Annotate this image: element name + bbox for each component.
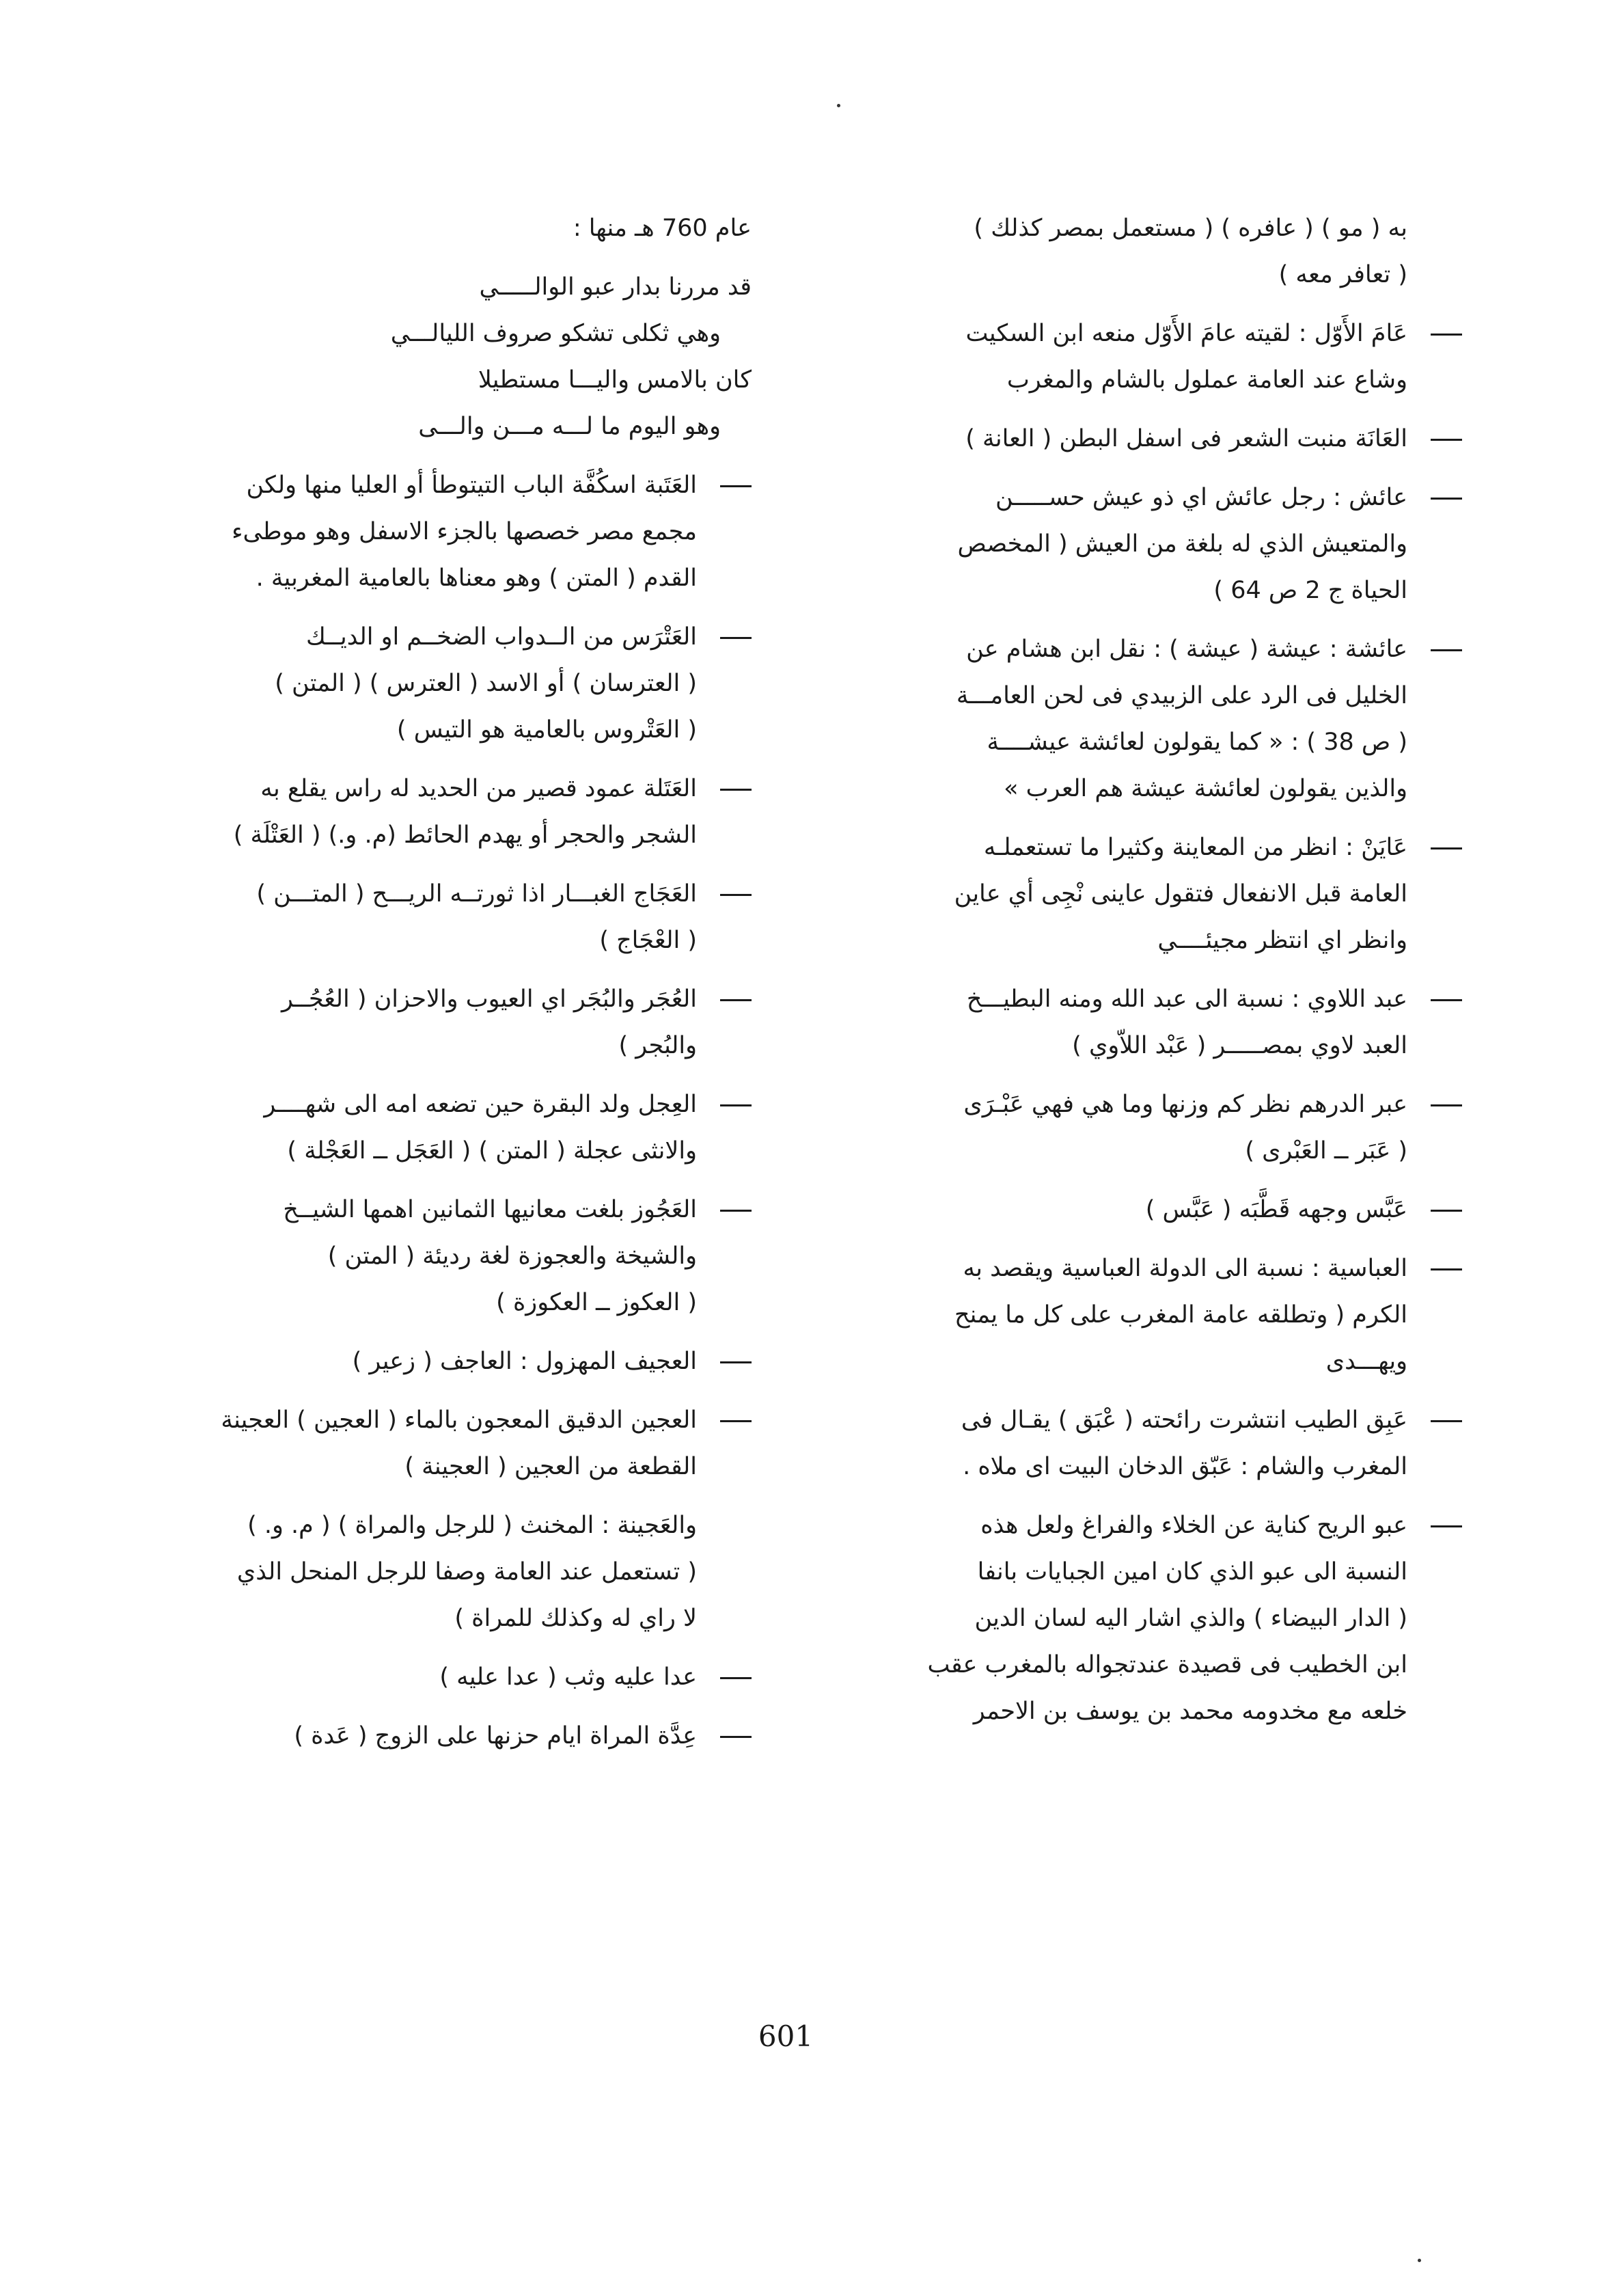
entry-line: مجمع مصر خصصها بالجزء الاسفل وهو موطىء: [232, 518, 697, 545]
poem-verse: [154, 264, 752, 450]
scan-speck: [1418, 2259, 1421, 2262]
entry-line: عبو الريح كناية عن الخلاء والفراغ ولعل هذه: [980, 1512, 1407, 1539]
entry-line: عَبَّس وجهه قَطَّبَه ( عَبَّس ): [1145, 1196, 1407, 1223]
entry-dash: [1431, 1210, 1462, 1212]
entry-line: به ( مو ) ( عافره ) ( مستعمل بمصر كذلك ): [974, 215, 1407, 242]
entry-line: ( العَتْروس بالعامية هو التيس ): [396, 716, 697, 744]
entry-line: وانظر اي انتظر مجيئــــي: [1157, 927, 1407, 954]
entry-dash: [720, 1420, 752, 1422]
entry-line: عَايَنْ : انظر من المعاينة وكثيرا ما تستعملـه: [983, 834, 1407, 861]
dictionary-entry: [847, 474, 1462, 614]
dictionary-entry: [154, 765, 752, 858]
entry-dash: [1431, 1268, 1462, 1270]
entry-dash: [720, 1104, 752, 1106]
dictionary-entry: [847, 1186, 1462, 1233]
right-column: [847, 205, 1462, 1747]
entry-dash: [1431, 439, 1462, 441]
entry-line: ( عَبَر ــ العَبْرى ): [1245, 1137, 1407, 1165]
page-number: 601: [758, 2020, 814, 2053]
dictionary-entry: [154, 1713, 752, 1759]
dictionary-entry: [847, 310, 1462, 403]
entry-line: العِجل ولد البقرة حين تضعه امه الى شهــــر: [264, 1091, 697, 1118]
entry-line: ابن الخطيب فى قصيدة عندتجواله بالمغرب عقب: [927, 1651, 1407, 1678]
left-entries: [154, 462, 752, 1759]
entry-line: العَجَاج الغبـــار اذا ثورتــه الريـــح ( المتـــن ): [256, 880, 697, 908]
entry-dash: [1431, 649, 1462, 651]
entry-line: العُجَر والبُجَر اي العيوب والاحزان ( العُجُــر: [281, 985, 697, 1013]
verse-intro: عام 760 هـ منها :: [573, 215, 752, 242]
entry-line: والبُجر ): [618, 1032, 697, 1059]
dictionary-entry: [154, 462, 752, 601]
entry-line: عدا عليه وثب ( عدا عليه ): [439, 1663, 697, 1691]
entry-dash: [1431, 1525, 1462, 1527]
entry-line: الشجر والحجر أو يهدم الحائط (م. و.) ( العَتْلَة ): [233, 821, 697, 849]
dictionary-entry: [847, 1081, 1462, 1174]
entry-line: العَتَلة عمود قصير من الحديد له راس يقلع به: [260, 775, 697, 802]
entry-line: لا راي له وكذلك للمراة ): [454, 1605, 697, 1632]
dictionary-entry: [847, 1245, 1462, 1385]
entry-line: والذين يقولون لعائشة عيشة هم العرب »: [1004, 775, 1407, 802]
dictionary-entry: [154, 1397, 752, 1490]
entry-line: النسبة الى عبو الذي كان امين الجبايات بانفا: [977, 1558, 1407, 1586]
verse-line: وهو اليوم ما لـــه مـــن والـــى: [418, 413, 721, 440]
entry-line: الحياة ج 2 ص 64 ): [1213, 577, 1407, 604]
entry-dash: [1431, 1104, 1462, 1106]
entry-dash: [720, 485, 752, 487]
entry-dash: [1431, 847, 1462, 849]
entry-line: عبد اللاوي : نسبة الى عبد الله ومنه البطيـــخ: [966, 985, 1407, 1013]
entry-line: العَتْرَس من الــدواب الضخــم او الديــك: [306, 623, 697, 651]
entry-line: والشيخة والعجوزة لغة رديئة ( المتن ): [327, 1242, 697, 1270]
entry-dash: [720, 789, 752, 791]
entry-line: عائشة : عيشة ( عيشة ) : نقل ابن هشام عن: [966, 636, 1407, 663]
entry-line: عَامَ الأَوّل : لقيته عامَ الأَوّل منعه ابن السكيت: [965, 320, 1407, 347]
entry-line: عِدَّة المراة ايام حزنها على الزوج ( عَدة ): [294, 1722, 697, 1750]
entry-dash: [1431, 334, 1462, 336]
entry-line: العَجُوز بلغت معانيها الثمانين اهمها الشيــخ: [283, 1196, 697, 1223]
entry-dash: [720, 1210, 752, 1212]
dictionary-entry: [847, 416, 1462, 462]
entry-line: العَتَبة اسكُفَّة الباب التيتوطأ أو العليا منها ولكن: [246, 472, 697, 499]
entry-line: القطعة من العجين ( العجينة ): [404, 1453, 697, 1480]
entry-dash: [720, 894, 752, 896]
dictionary-entry: [847, 626, 1462, 812]
dictionary-entry: [154, 1081, 752, 1174]
dictionary-entry: [154, 1654, 752, 1700]
entry-dash: [1431, 498, 1462, 500]
entry-line: ( العكوز ــ العكوزة ): [496, 1289, 697, 1316]
verse-line: كان بالامس واليـــا مستطيلا: [478, 366, 752, 394]
dictionary-entry: [154, 976, 752, 1069]
dictionary-entry: [154, 614, 752, 753]
entry-line: ( العترسان ) أو الاسد ( العترس ) ( المتن ): [275, 670, 697, 697]
entry-line: العامة قبل الانفعال فتقول عاينى نْجِى أي عاين: [954, 880, 1407, 908]
entry-dash: [720, 637, 752, 639]
dictionary-entry: [847, 824, 1462, 964]
entry-line: عائش : رجل عائش اي ذو عيش حســـــن: [995, 484, 1407, 511]
dictionary-entry: [847, 976, 1462, 1069]
entry-dash: [720, 1677, 752, 1679]
dictionary-entry: [847, 1397, 1462, 1490]
entry-line: والعَجينة : المخنث ( للرجل والمراة ) ( م. و. ): [247, 1512, 697, 1539]
entry-line: العجين الدقيق المعجون بالماء ( العجين ) العجينة: [221, 1406, 697, 1434]
dictionary-entry: [154, 1502, 752, 1642]
entry-line: المغرب والشام : عَبّق الدخان البيت اى ملاه .: [963, 1453, 1407, 1480]
entry-line: القدم ( المتن ) وهو معناها بالعامية المغربية .: [256, 565, 697, 592]
dictionary-entry: [154, 871, 752, 964]
entry-line: العجيف المهزول : العاجف ( زعير ): [352, 1348, 697, 1375]
dictionary-entry: [847, 205, 1462, 298]
verse-line: وهي ثكلى تشكو صروف الليالـــي: [390, 320, 721, 347]
entry-line: ويهـــدى: [1325, 1348, 1407, 1375]
entry-line: خلعه مع مخدومه محمد بن يوسف بن الاحمر: [973, 1698, 1407, 1725]
left-column: [154, 205, 752, 1771]
entry-line: الخليل فى الرد على الزبيدي فى لحن العامـــة: [956, 682, 1407, 709]
entry-dash: [1431, 1420, 1462, 1422]
entry-dash: [720, 1736, 752, 1738]
entry-line: عَبِق الطيب انتشرت رائحته ( عْبَق ) يقـال فى: [961, 1406, 1407, 1434]
entry-line: والمتعيش الذي له بلغة من العيش ( المخصص: [957, 530, 1407, 558]
entry-line: الكرم ( وتطلقه عامة المغرب على كل ما يمنح: [954, 1301, 1407, 1329]
dictionary-entry: [154, 1338, 752, 1385]
entry-line: والانثى عجلة ( المتن ) ( العَجَل ــ العَجْلة ): [287, 1137, 697, 1165]
entry-dash: [720, 1361, 752, 1363]
entry-line: ( ص 38 ) : « كما يقولون لعائشة عيشــــة: [987, 729, 1407, 756]
entry-line: ( تعافر معه ): [1278, 261, 1407, 288]
entry-line: ( العْجَاج ): [599, 927, 697, 954]
entry-line: العَانَة منبت الشعر فى اسفل البطن ( العانة ): [965, 425, 1407, 452]
entry-line: ( الدار البيضاء ) والذي اشار اليه لسان الدين: [974, 1605, 1407, 1632]
entry-dash: [1431, 999, 1462, 1001]
dictionary-entry: [154, 1186, 752, 1326]
dictionary-entry: [847, 1502, 1462, 1735]
entry-line: العباسية : نسبة الى الدولة العباسية ويقصد به: [963, 1255, 1407, 1282]
entry-dash: [720, 999, 752, 1001]
scan-speck: [837, 104, 840, 107]
entry-line: العبد لاوي بمصـــــر ( عَبْد اللاّوي ): [1072, 1032, 1407, 1059]
entry-line: عبر الدرهم نظر كم وزنها وما هي فهي عَبْـرَى: [963, 1091, 1407, 1118]
entry-line: وشاع عند العامة عملول بالشام والمغرب: [1006, 366, 1407, 394]
entry-line: ( تستعمل عند العامة وصفا للرجل المنحل الذي: [236, 1558, 697, 1586]
verse-line: قد مررنا بدار عبو الوالـــــي: [479, 273, 752, 301]
